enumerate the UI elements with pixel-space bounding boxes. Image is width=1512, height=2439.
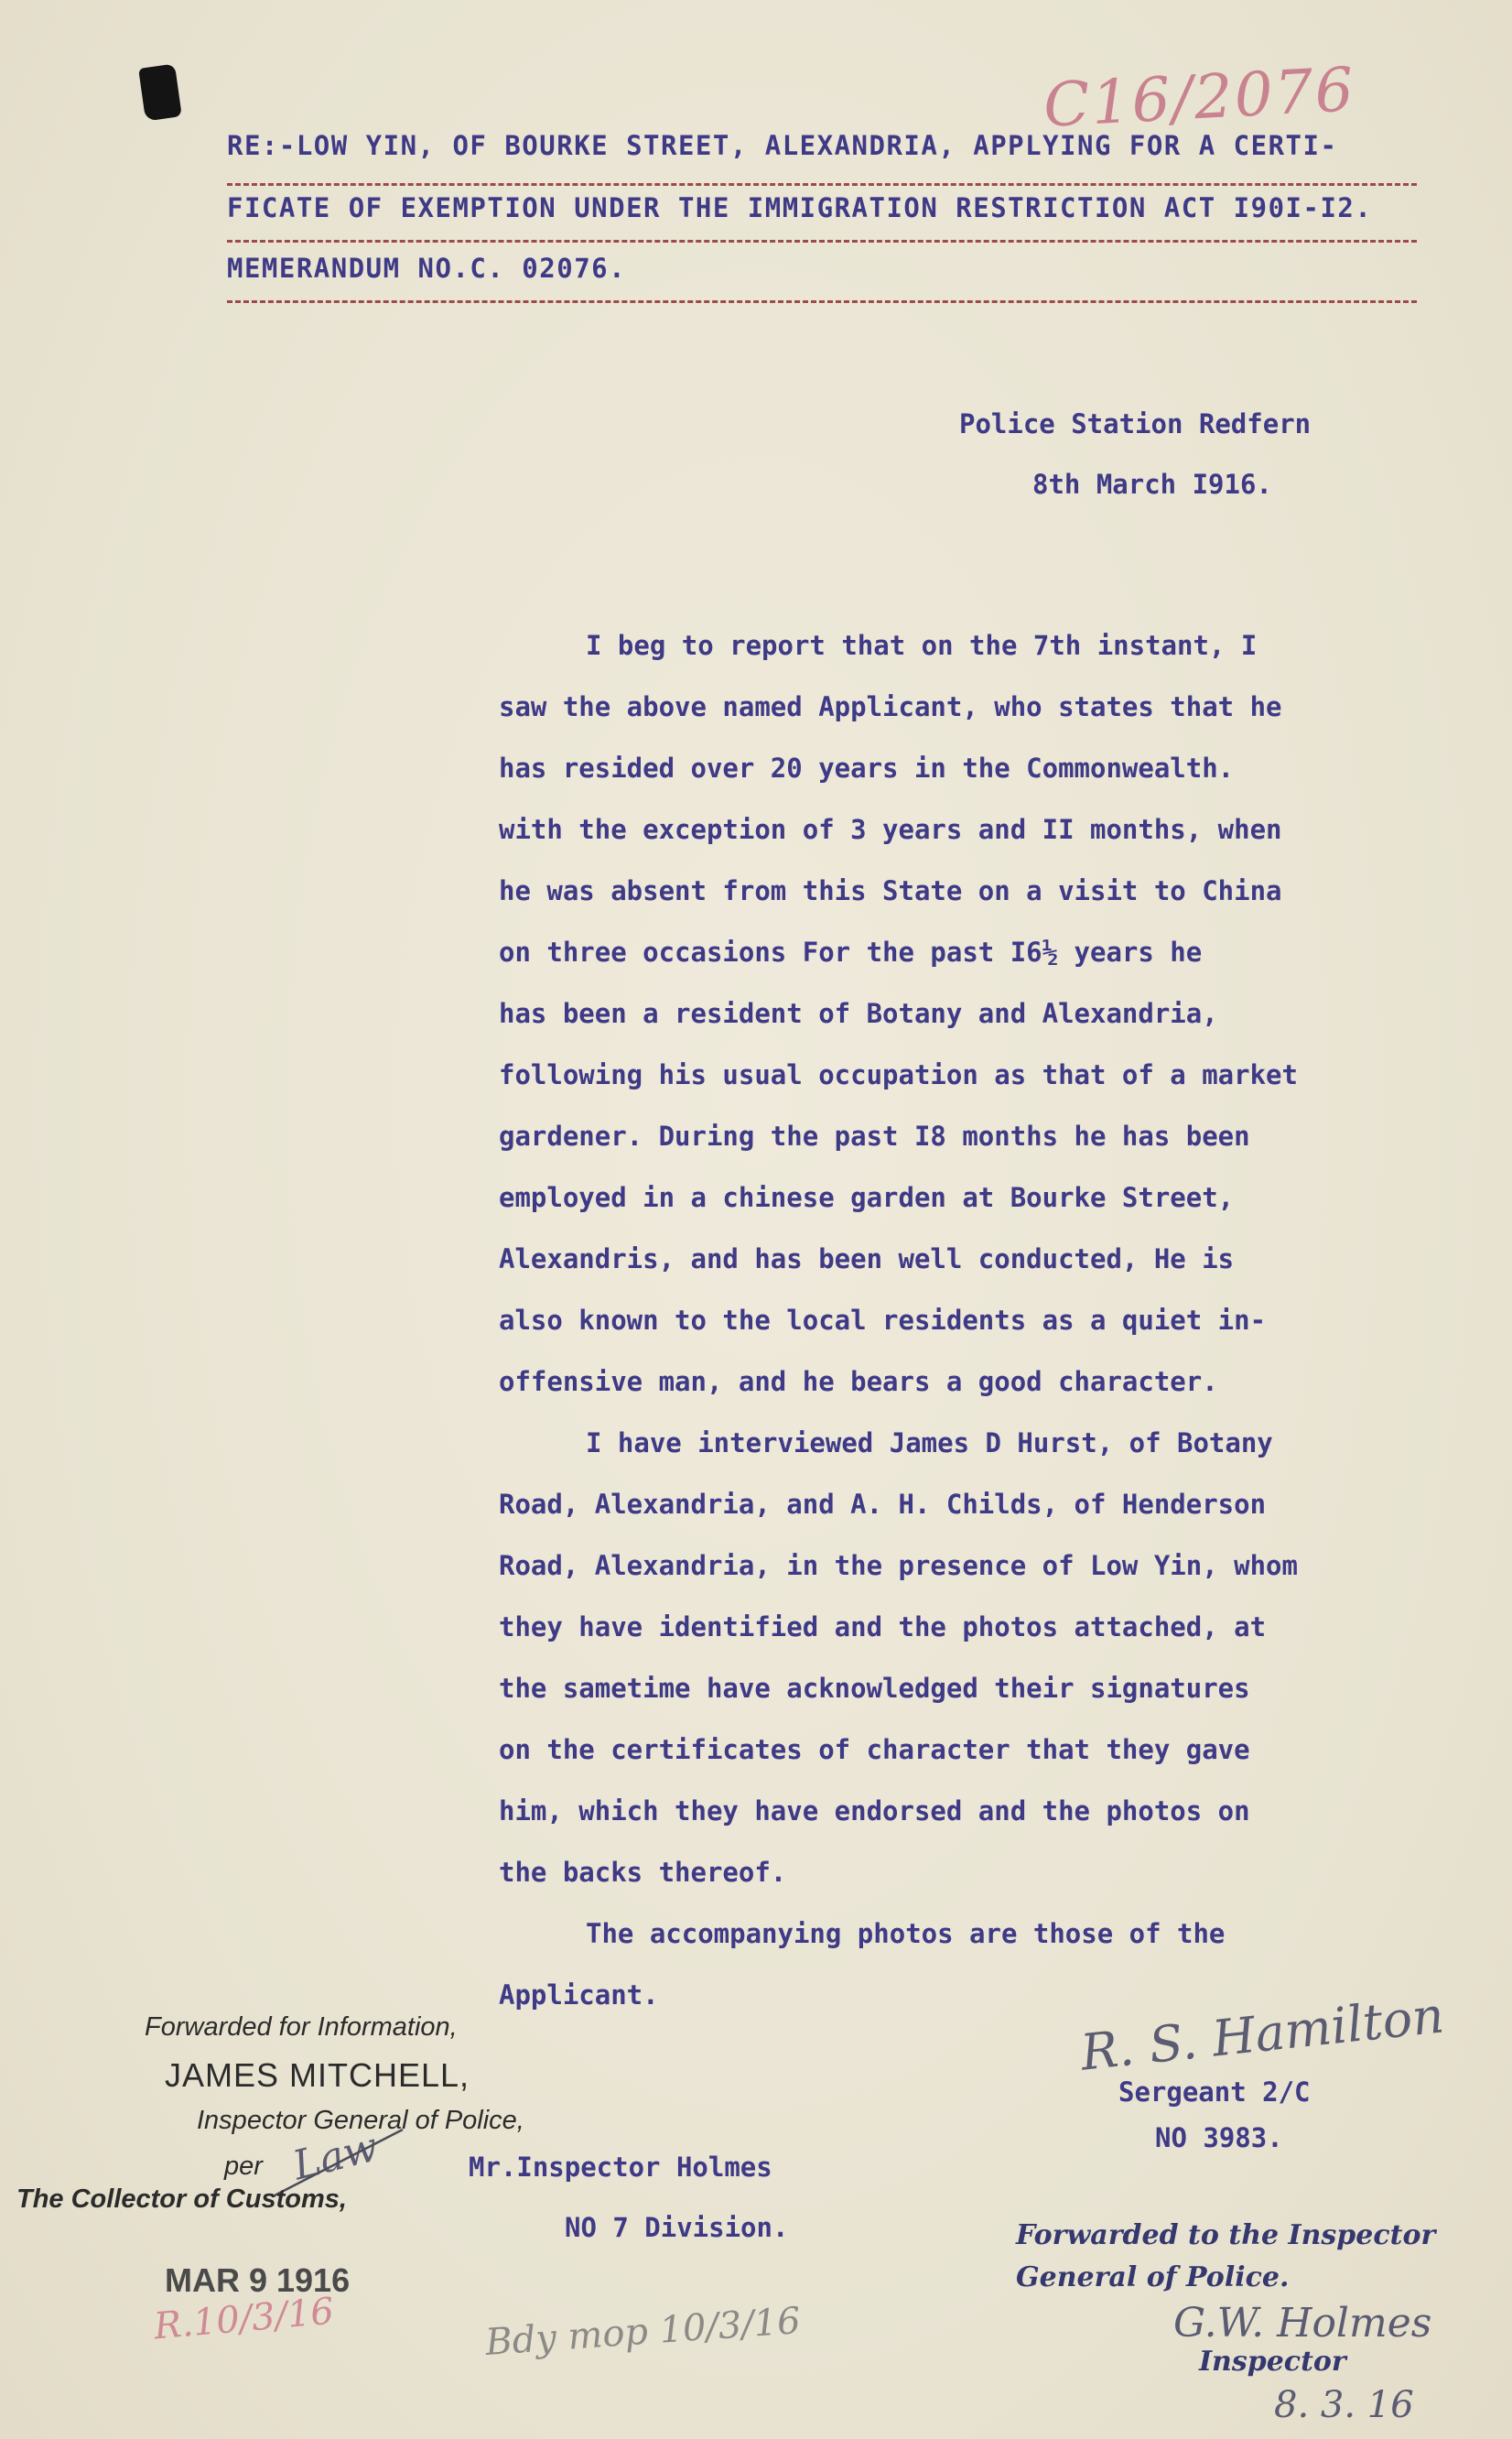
body-line: I beg to report that on the 7th instant, I: [586, 630, 1258, 661]
body-line: The accompanying photos are those of the: [586, 1918, 1226, 1949]
sergeant-signature: R. S. Hamilton: [1077, 1986, 1447, 2082]
heading-rule-3: [227, 300, 1417, 303]
body-line: Road, Alexandria, in the presence of Low Yin, whom: [499, 1550, 1298, 1581]
stamp-forwarded: Forwarded for Information,: [145, 2012, 458, 2042]
inspector-date: 8. 3. 16: [1274, 2384, 1414, 2426]
body-line: they have identified and the photos attached, at: [499, 1611, 1267, 1642]
stamp-per: per: [224, 2152, 263, 2181]
sergeant-number: NO 3983.: [1155, 2122, 1283, 2153]
body-line: I have interviewed James D Hurst, of Botany: [586, 1427, 1273, 1458]
punch-hole: [138, 63, 182, 121]
stamp-date: MAR 9 1916: [165, 2261, 351, 2299]
body-line: he was absent from this State on a visit to China: [499, 875, 1282, 906]
body-line: gardener. During the past I8 months he has been: [499, 1121, 1250, 1152]
body-line: Road, Alexandria, and A. H. Childs, of Henderson: [499, 1489, 1267, 1520]
report-body: [499, 615, 1432, 2026]
station-name: Police Station Redfern: [959, 408, 1312, 439]
body-line: him, which they have endorsed and the photos on: [499, 1795, 1250, 1827]
body-line: saw the above named Applicant, who states that he: [499, 691, 1282, 722]
stamp-initials: Law: [288, 2123, 383, 2190]
addressee-division: NO 7 Division.: [565, 2212, 789, 2243]
body-line: with the exception of 3 years and II months, when: [499, 814, 1282, 845]
body-line: following his usual occupation as that of a market: [499, 1059, 1298, 1090]
inspector-title: Inspector: [1199, 2346, 1346, 2378]
forward-note-line-2: General of Police.: [1016, 2261, 1290, 2293]
body-line: also known to the local residents as a quiet in-: [499, 1305, 1267, 1336]
stamp-title: Inspector General of Police,: [197, 2106, 524, 2135]
report-date: 8th March I916.: [1032, 469, 1272, 500]
body-line: Alexandris, and has been well conducted, He is: [499, 1243, 1235, 1274]
body-line: has resided over 20 years in the Commonwealth.: [499, 753, 1235, 784]
heading-rule-1: [227, 183, 1417, 186]
heading-line-2: FICATE OF EXEMPTION UNDER THE IMMIGRATION RESTRICTION ACT I90I-I2.: [227, 192, 1373, 223]
pink-annotation: R.10/3/16: [152, 2290, 336, 2348]
sergeant-rank: Sergeant 2/C: [1118, 2076, 1311, 2108]
body-line: on the certificates of character that they gave: [499, 1734, 1250, 1765]
heading-rule-2: [227, 240, 1417, 243]
body-line: offensive man, and he bears a good character.: [499, 1366, 1218, 1397]
body-line: the sametime have acknowledged their signatures: [499, 1673, 1250, 1704]
inspector-signature: G.W. Holmes: [1173, 2300, 1432, 2347]
stamp-collector: The Collector of Customs,: [16, 2184, 347, 2214]
body-line: Applicant.: [499, 1979, 659, 2011]
addressee-name: Mr.Inspector Holmes: [469, 2152, 772, 2183]
body-line: the backs thereof.: [499, 1857, 787, 1888]
heading-line-1: RE:-LOW YIN, OF BOURKE STREET, ALEXANDRIA, APPLYING FOR A CERTI-: [227, 130, 1338, 161]
reference-number: C16/2076: [1042, 54, 1357, 141]
body-line: has been a resident of Botany and Alexandria,: [499, 998, 1218, 1029]
body-line: employed in a chinese garden at Bourke Street,: [499, 1182, 1235, 1213]
body-line: on three occasions For the past I6½ years he: [499, 937, 1203, 968]
pencil-annotation: Bdy mop 10/3/16: [483, 2300, 803, 2364]
heading-line-3: MEMERANDUM NO.C. 02076.: [227, 253, 627, 284]
stamp-name: JAMES MITCHELL,: [165, 2056, 470, 2094]
forward-note-line-1: Forwarded to the Inspector: [1016, 2219, 1436, 2251]
